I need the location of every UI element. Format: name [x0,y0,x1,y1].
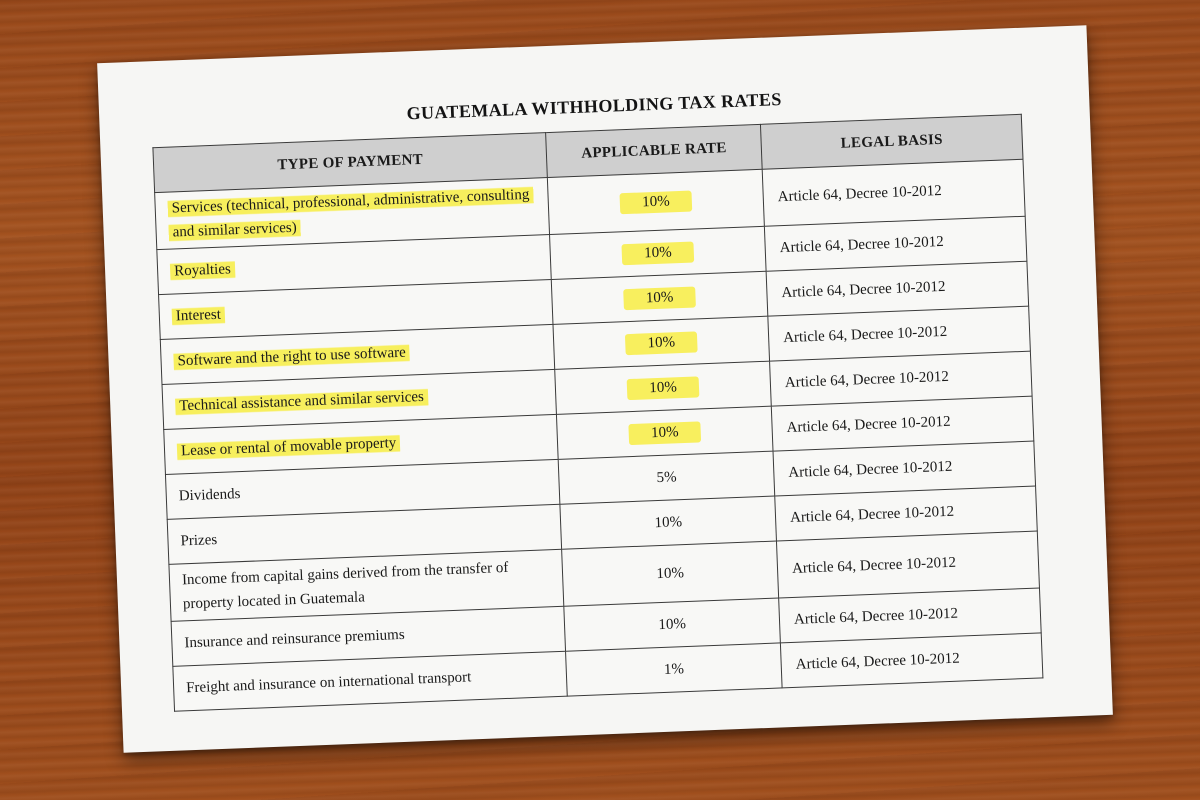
highlighted-rate: 10% [622,241,694,265]
withholding-tax-table [152,114,1043,712]
basis-cell: Article 64, Decree 10-2012 [779,588,1042,643]
highlighted-rate: 10% [629,421,701,445]
highlighted-rate: 10% [625,331,697,355]
highlighted-text: Software and the right to use software [173,342,410,371]
type-cell: Income from capital gains derived from the transfer of property located in Guatemala [169,549,564,621]
basis-cell: Article 64, Decree 10-2012 [762,159,1025,226]
type-cell: Insurance and reinsurance premiums [171,606,566,666]
basis-cell: Article 64, Decree 10-2012 [780,633,1043,688]
type-cell: Prizes [167,504,562,564]
basis-cell: Article 64, Decree 10-2012 [776,531,1039,598]
basis-cell: Article 64, Decree 10-2012 [770,351,1033,406]
highlighted-text: Royalties [170,259,235,281]
table-body [155,159,1043,711]
rate-cell: 10% [562,541,779,606]
highlighted-rate: 10% [624,286,696,310]
highlighted-text: Technical assistance and similar services [175,387,428,417]
rate-cell: 10% [564,598,780,651]
rate-cell: 10% [560,496,776,549]
printed-document [97,25,1113,752]
header-legal-basis: LEGAL BASIS [760,114,1023,169]
document-title: GUATEMALA WITHHOLDING TAX RATES [406,89,783,124]
header-type-of-payment: TYPE OF PAYMENT [153,133,548,193]
basis-cell: Article 64, Decree 10-2012 [771,396,1034,451]
highlighted-text: Lease or rental of movable property [177,433,401,462]
highlighted-rate: 10% [620,190,692,214]
basis-cell: Article 64, Decree 10-2012 [764,216,1027,271]
type-cell: Dividends [165,459,560,519]
highlighted-text: Interest [172,305,226,327]
rate-cell [548,169,765,234]
basis-cell: Article 64, Decree 10-2012 [768,306,1031,361]
rate-cell: 5% [558,451,774,504]
rate-cell: 1% [566,643,782,696]
highlighted-text: Services (technical, professional, administrative, consulting and similar services) [167,185,533,243]
type-cell: Freight and insurance on international transport [173,651,568,711]
basis-cell: Article 64, Decree 10-2012 [773,441,1036,496]
basis-cell: Article 64, Decree 10-2012 [766,261,1029,316]
header-applicable-rate: APPLICABLE RATE [546,124,762,177]
basis-cell: Article 64, Decree 10-2012 [775,486,1038,541]
highlighted-rate: 10% [627,376,699,400]
